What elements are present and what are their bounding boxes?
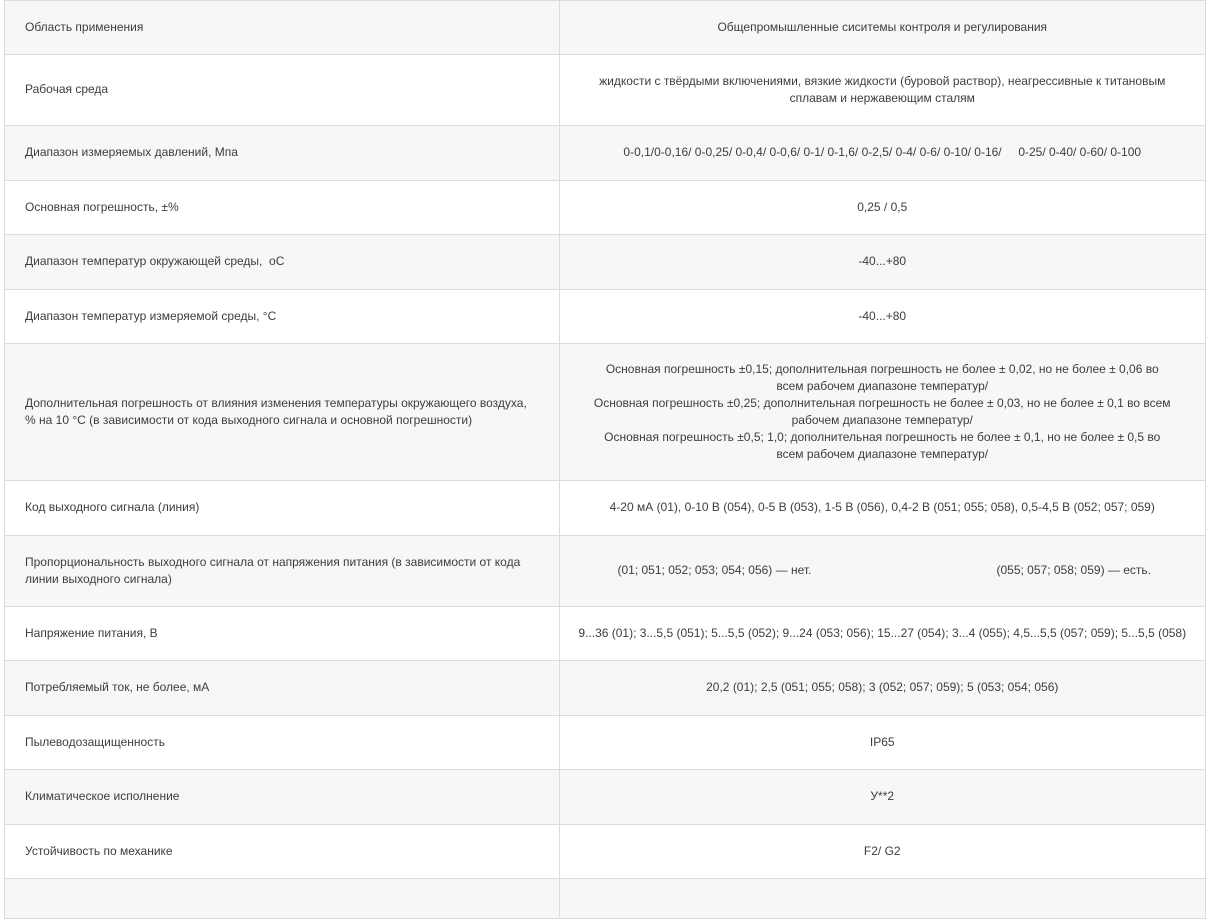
param-cell	[5, 878, 559, 918]
table-row	[5, 769, 1205, 824]
value-cell: -40...+80	[559, 234, 1205, 289]
spec-table	[5, 1, 1205, 919]
param-cell: Диапазон измеряемых давлений, Мпа	[5, 125, 559, 180]
table-row	[5, 1, 1205, 54]
value-cell: -40...+80	[559, 289, 1205, 343]
table-row	[5, 125, 1205, 180]
param-cell: Основная погрешность, ±%	[5, 180, 559, 234]
value-line: Основная погрешность ±0,15; дополнительная погрешность не более ± 0,02, но не более ± 0,06 во всем рабочем диапазоне температур/	[605, 361, 1159, 393]
table-row	[5, 824, 1205, 878]
param-cell: Диапазон температур окружающей среды, оС	[5, 234, 559, 289]
value-cell: 20,2 (01); 2,5 (051; 055; 058); 3 (052; 057; 059); 5 (053; 054; 056)	[559, 660, 1205, 715]
spec-table-container	[4, 0, 1206, 919]
value-cell: 9...36 (01); 3...5,5 (051); 5...5,5 (052); 9...24 (053; 056); 15...27 (054); 3...4 (055); 4,5...5,5 (057; 059); 5...5,5 (058)	[559, 606, 1205, 660]
value-cell: Общепромышленные сиситемы контроля и регулирования	[559, 1, 1205, 54]
table-row	[5, 480, 1205, 535]
value-cell: 0-0,1/0-0,16/ 0-0,25/ 0-0,4/ 0-0,6/ 0-1/ 0-1,6/ 0-2,5/ 0-4/ 0-6/ 0-10/ 0-16/ 0-25/ 0-40/ 0-60/ 0-100	[559, 125, 1205, 180]
value-cell: жидкости с твёрдыми включениями, вязкие жидкости (буровой раствор), неагрессивные к титановым сплавам и нержавеющим сталям	[559, 54, 1205, 125]
param-cell: Устойчивость по механике	[5, 824, 559, 878]
value-cell: 0,25 / 0,5	[559, 180, 1205, 234]
value-cell	[559, 343, 1205, 480]
param-cell: Рабочая среда	[5, 54, 559, 125]
param-cell: Потребляемый ток, не более, мА	[5, 660, 559, 715]
param-cell: Дополнительная погрешность от влияния изменения температуры окружающего воздуха, % на 10 °С (в зависимости от кода выходного сигнала и основной погрешности)	[5, 343, 559, 480]
table-row	[5, 535, 1205, 606]
table-row	[5, 878, 1205, 918]
value-split	[560, 562, 1206, 579]
value-cell	[559, 535, 1205, 606]
param-cell: Пропорциональность выходного сигнала от напряжения питания (в зависимости от кода линии выходного сигнала)	[5, 535, 559, 606]
value-left: (01; 051; 052; 053; 054; 056) — нет.	[617, 563, 812, 577]
table-row	[5, 289, 1205, 343]
table-row	[5, 343, 1205, 480]
param-cell: Диапазон температур измеряемой среды, °С	[5, 289, 559, 343]
value-right: (055; 057; 058; 059) — есть.	[996, 563, 1151, 577]
value-cell: 4-20 мА (01), 0-10 В (054), 0-5 В (053), 1-5 В (056), 0,4-2 В (051; 055; 058), 0,5-4,5 В (052; 057; 059)	[559, 480, 1205, 535]
value-line: Основная погрешность ±0,5; 1,0; дополнительная погрешность не более ± 0,1, но не более ± 0,5 во всем рабочем диапазоне температур/	[604, 429, 1161, 461]
value-cell	[559, 878, 1205, 918]
table-row	[5, 660, 1205, 715]
param-cell: Напряжение питания, В	[5, 606, 559, 660]
table-row	[5, 606, 1205, 660]
value-line: Основная погрешность ±0,25; дополнительная погрешность не более ± 0,03, но не более ± 0,1 во всем рабочем диапазоне температур/	[593, 395, 1171, 427]
param-cell: Пылеводозащищенность	[5, 715, 559, 769]
table-row	[5, 180, 1205, 234]
param-cell: Климатическое исполнение	[5, 769, 559, 824]
table-row	[5, 54, 1205, 125]
value-cell: IP65	[559, 715, 1205, 769]
param-cell: Код выходного сигнала (линия)	[5, 480, 559, 535]
table-row	[5, 715, 1205, 769]
value-cell: F2/ G2	[559, 824, 1205, 878]
param-cell: Область применения	[5, 1, 559, 54]
table-row	[5, 234, 1205, 289]
value-cell: У**2	[559, 769, 1205, 824]
